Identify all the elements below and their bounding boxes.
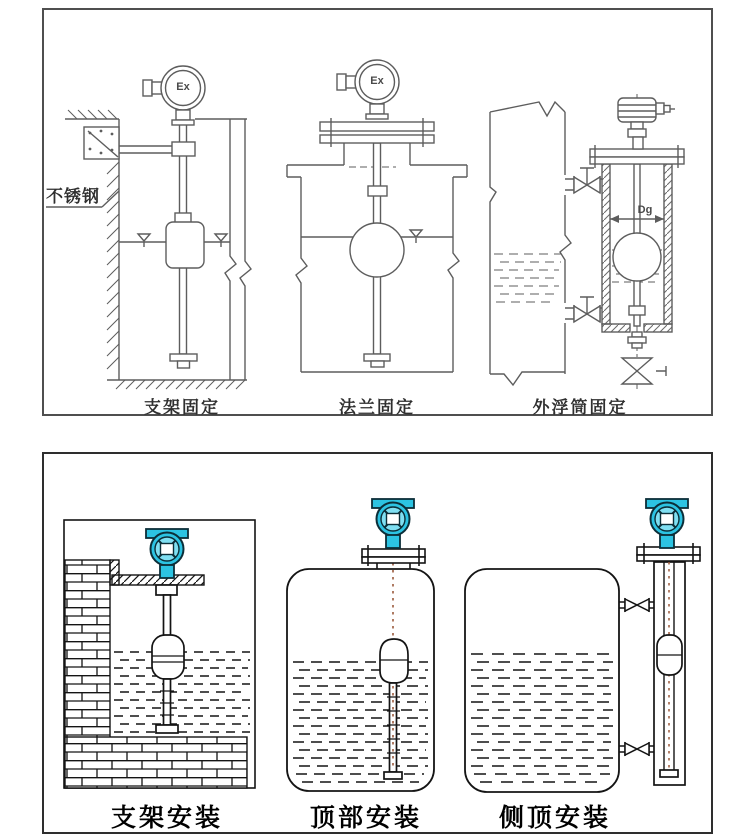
stem-coupler [629, 306, 645, 315]
transmitter-head [646, 499, 688, 548]
stem-coupler [156, 585, 177, 595]
end-stop [364, 354, 390, 361]
figure-top-install [287, 499, 434, 791]
float [350, 223, 404, 277]
lower-stem [164, 679, 171, 725]
dg-dimension-label: Dg [637, 204, 653, 216]
stem-clamp [172, 142, 195, 156]
figure-external-chamber-fixing [490, 94, 684, 390]
water [471, 654, 613, 782]
figure-flange-fixing [287, 60, 467, 372]
installation-methods-panel [42, 452, 713, 834]
caption-bracket-fixing: 支架固定 [144, 398, 220, 417]
ex-transmitter-head [143, 66, 205, 125]
lower-valve [565, 297, 602, 322]
water [293, 662, 428, 782]
terminal-head [618, 98, 675, 149]
shelf [112, 575, 204, 585]
caption-top-install: 顶部安装 [309, 804, 423, 832]
ex-marking: Ex [370, 75, 384, 87]
end-stop [170, 354, 197, 361]
fixing-methods-drawing [44, 10, 711, 414]
mounting-bracket [84, 127, 173, 159]
transmitter-head [372, 499, 414, 548]
mounting-flange [320, 118, 434, 147]
stainless-steel-note: 不锈钢 [46, 187, 100, 206]
transmitter-head [146, 529, 188, 578]
ex-transmitter-head [337, 60, 399, 119]
wall-structure [46, 110, 247, 389]
installation-methods-drawing [44, 454, 711, 832]
caption-bracket-install: 支架安装 [110, 804, 224, 832]
stem-coupler [368, 186, 387, 196]
drain-valve [622, 332, 666, 384]
sensor-stem [164, 595, 171, 637]
float [657, 635, 682, 675]
caption-side-top-install: 侧顶安装 [498, 804, 612, 832]
end-stop-tip [178, 361, 190, 368]
caption-external-chamber-fixing: 外浮筒固定 [532, 398, 628, 417]
float [613, 233, 661, 281]
lower-valve [619, 742, 654, 756]
lower-stem [390, 683, 397, 772]
upper-valve [619, 598, 654, 612]
figure-bracket-fixing [46, 66, 251, 389]
figure-bracket-install [64, 520, 255, 788]
end-stop [156, 725, 178, 733]
ex-marking: Ex [176, 81, 190, 93]
figure-side-top-install [465, 499, 700, 792]
tank-water [494, 254, 561, 302]
end-stop-tip [371, 361, 384, 367]
brick-floor [65, 737, 247, 788]
fixing-methods-panel [42, 8, 713, 416]
float [152, 635, 184, 679]
tank-wall [225, 119, 251, 380]
end-stop [384, 772, 402, 779]
float [166, 222, 204, 268]
float [380, 639, 408, 683]
tank [490, 102, 571, 385]
end-stop [660, 770, 678, 777]
caption-flange-fixing: 法兰固定 [339, 398, 415, 417]
upper-valve [565, 168, 602, 193]
